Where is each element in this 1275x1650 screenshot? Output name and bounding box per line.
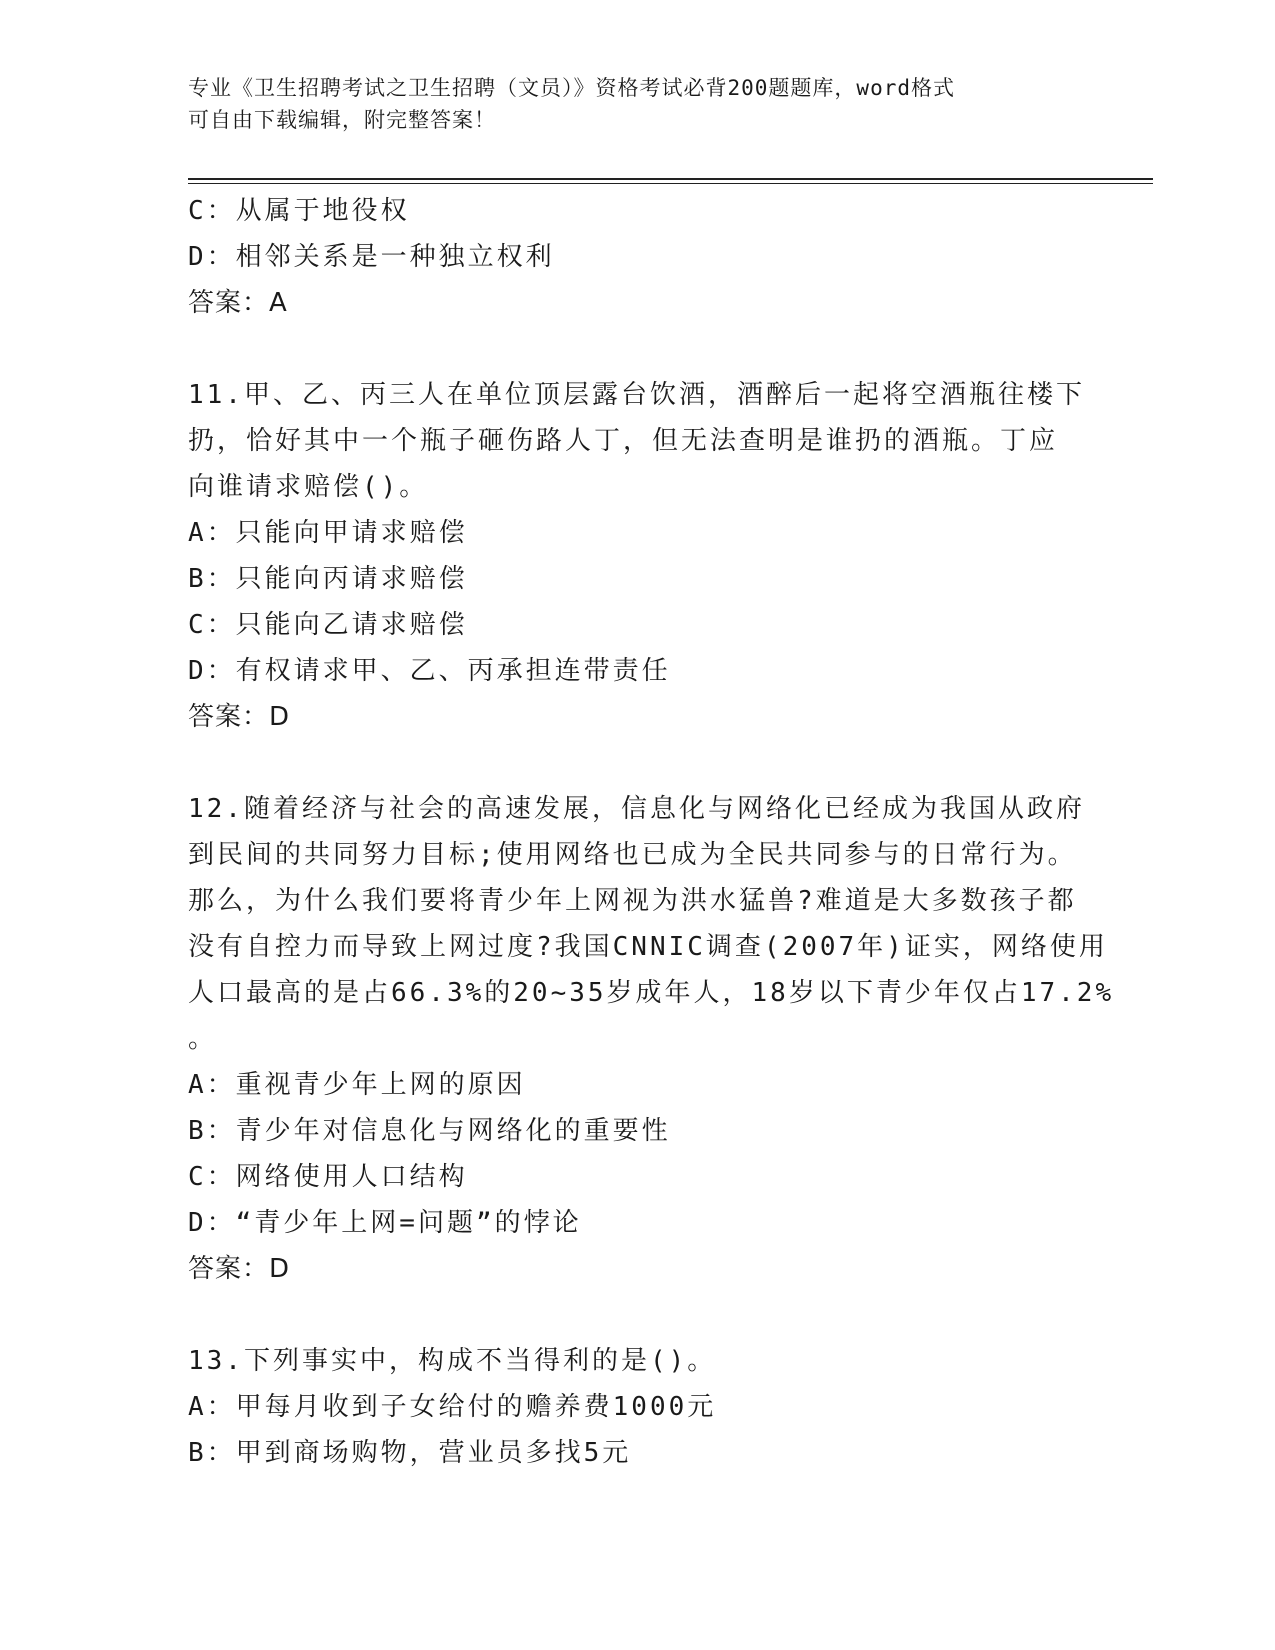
option-c: C：从属于地役权 [188, 196, 410, 226]
option-c: C：网络使用人口结构 [188, 1162, 468, 1192]
option-d: D：“青少年上网=问题”的悖论 [188, 1208, 582, 1238]
option-b: B：甲到商场购物，营业员多找5元 [188, 1438, 632, 1468]
answer: 答案：D [188, 1254, 291, 1284]
question-stem: 没有自控力而导致上网过度?我国CNNIC调查(2007年)证实，网络使用 [188, 932, 1108, 962]
spacer [188, 326, 1088, 372]
question-12 [188, 786, 1115, 1292]
question-stem: 13.下列事实中，构成不当得利的是()。 [188, 1346, 717, 1376]
question-stem: 那么，为什么我们要将青少年上网视为洪水猛兽?难道是大多数孩子都 [188, 886, 1077, 916]
question-stem: 到民间的共同努力目标;使用网络也已成为全民共同参与的日常行为。 [188, 840, 1077, 870]
question-11 [188, 372, 1088, 740]
question-stem: 。 [188, 1024, 218, 1054]
option-a: A：甲每月收到子女给付的赡养费1000元 [188, 1392, 717, 1422]
option-b: B：只能向丙请求赔偿 [188, 564, 468, 594]
option-d: D：相邻关系是一种独立权利 [188, 242, 555, 272]
spacer [188, 1292, 1088, 1338]
question-stem: 向谁请求赔偿()。 [188, 472, 429, 502]
header-divider-thin [188, 183, 1153, 184]
question-stem: 扔，恰好其中一个瓶子砸伤路人丁，但无法查明是谁扔的酒瓶。丁应 [188, 426, 1059, 456]
option-d: D：有权请求甲、乙、丙承担连带责任 [188, 656, 671, 686]
question-13 [188, 1338, 1088, 1476]
question-stem: 12.随着经济与社会的高速发展，信息化与网络化已经成为我国从政府 [188, 794, 1085, 824]
document-header [188, 72, 1088, 136]
header-divider [188, 178, 1153, 180]
option-a: A：只能向甲请求赔偿 [188, 518, 468, 548]
header-line: 专业《卫生招聘考试之卫生招聘（文员）》资格考试必背200题题库，word格式 [188, 76, 955, 100]
question-list [188, 188, 1115, 1476]
option-c: C：只能向乙请求赔偿 [188, 610, 468, 640]
question-10-continued [188, 188, 1088, 326]
answer: 答案：A [188, 288, 288, 318]
option-b: B：青少年对信息化与网络化的重要性 [188, 1116, 671, 1146]
header-line: 可自由下载编辑，附完整答案！ [188, 108, 496, 132]
option-a: A：重视青少年上网的原因 [188, 1070, 526, 1100]
question-stem: 人口最高的是占66.3%的20~35岁成年人，18岁以下青少年仅占17.2% [188, 978, 1115, 1008]
answer: 答案：D [188, 702, 291, 732]
question-stem: 11.甲、乙、丙三人在单位顶层露台饮酒，酒醉后一起将空酒瓶往楼下 [188, 380, 1085, 410]
spacer [188, 740, 1088, 786]
